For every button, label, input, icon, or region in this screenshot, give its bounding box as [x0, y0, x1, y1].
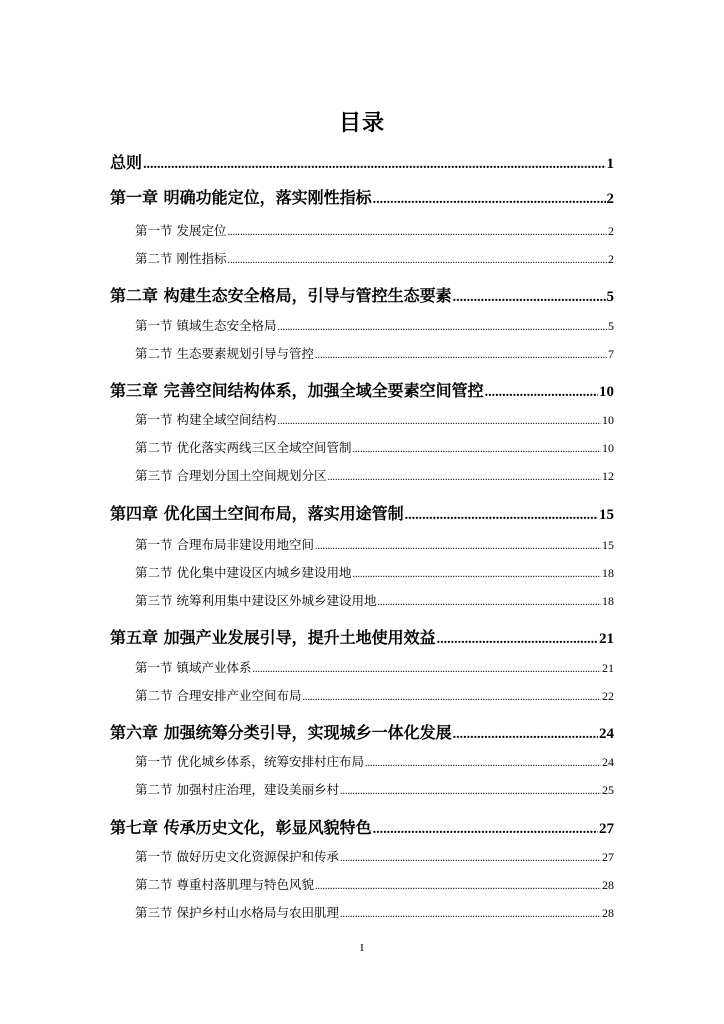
toc-entry-label: 第三节 保护乡村山水格局与农田肌理 — [135, 905, 339, 920]
toc-entry-label: 第四章 优化国土空间布局，落实用途管制 — [110, 504, 404, 523]
dot-leader — [327, 472, 601, 483]
toc-section-entry[interactable] — [135, 316, 614, 334]
toc-entry-label: 第二节 加强村庄治理，建设美丽乡村 — [135, 782, 339, 797]
dot-leader — [373, 822, 598, 838]
dot-leader — [315, 350, 607, 361]
dot-leader — [277, 416, 601, 427]
toc-entry-page-number: 1 — [606, 156, 614, 172]
toc-entry-page-number: 2 — [608, 252, 614, 266]
dot-leader — [252, 664, 601, 675]
toc-section-entry[interactable] — [135, 658, 614, 676]
toc-section-entry[interactable] — [135, 438, 614, 456]
toc-entry-page-number: 15 — [602, 538, 614, 552]
toc-entry-label: 第一节 优化城乡体系，统筹安排村庄布局 — [135, 754, 364, 769]
toc-entry-page-number: 12 — [602, 469, 614, 483]
toc-section-entry[interactable] — [135, 563, 614, 581]
toc-title: 目录 — [338, 111, 385, 136]
toc-chapter-entry[interactable] — [110, 501, 614, 524]
toc-entry-label: 第二节 生态要素规划引导与管控 — [135, 346, 314, 361]
page-number-footer: I — [360, 942, 364, 954]
toc-entry-label: 第二节 优化集中建设区内城乡建设用地 — [135, 565, 352, 580]
toc-entry-label: 第一节 发展定位 — [135, 223, 227, 238]
toc-section-entry[interactable] — [135, 535, 614, 553]
dot-leader — [453, 290, 606, 306]
toc-entry-page-number: 10 — [599, 384, 614, 400]
toc-entry-label: 第三节 统筹利用集中建设区外城乡建设用地 — [135, 593, 377, 608]
toc-entry-label: 第一节 做好历史文化资源保护和传承 — [135, 849, 339, 864]
toc-entry-label: 第二节 刚性指标 — [135, 251, 227, 266]
toc-entry-page-number: 2 — [606, 191, 614, 207]
dot-leader — [365, 758, 601, 769]
toc-chapter-entry[interactable] — [110, 625, 614, 648]
toc-chapter-entry[interactable] — [110, 150, 614, 173]
toc-entry-page-number: 18 — [602, 566, 614, 580]
toc-entry-page-number: 28 — [602, 906, 614, 920]
toc-section-entry[interactable] — [135, 221, 614, 239]
toc-entry-page-number: 15 — [599, 507, 614, 523]
dot-leader — [373, 192, 606, 208]
dot-leader — [352, 444, 601, 455]
toc-entry-label: 第一节 镇域产业体系 — [135, 660, 252, 675]
toc-entry-page-number: 10 — [602, 413, 614, 427]
toc-entry-label: 第五章 加强产业发展引导，提升土地使用效益 — [110, 628, 436, 647]
toc-section-entry[interactable] — [135, 410, 614, 428]
toc-entry-page-number: 28 — [602, 878, 614, 892]
toc-section-entry[interactable] — [135, 752, 614, 770]
toc-entry-label: 总则 — [110, 153, 143, 172]
toc-chapter-entry[interactable] — [110, 815, 614, 838]
toc-section-entry[interactable] — [135, 344, 614, 362]
dot-leader — [340, 853, 601, 864]
toc-section-entry[interactable] — [135, 875, 614, 893]
dot-leader — [352, 569, 601, 580]
toc-chapter-entry[interactable] — [110, 378, 614, 401]
toc-entry-page-number: 21 — [602, 661, 614, 675]
toc-section-entry[interactable] — [135, 686, 614, 704]
toc-entry-label: 第三章 完善空间结构体系，加强全域全要素空间管控 — [110, 381, 484, 400]
toc-entry-page-number: 24 — [599, 726, 614, 742]
toc-entry-label: 第六章 加强统筹分类引导，实现城乡一体化发展 — [110, 723, 452, 742]
dot-leader — [405, 508, 598, 524]
toc-entry-label: 第二节 尊重村落肌理与特色风貌 — [135, 877, 314, 892]
toc-entry-label: 第二章 构建生态安全格局，引导与管控生态要素 — [110, 286, 452, 305]
toc-entry-page-number: 22 — [602, 689, 614, 703]
toc-entry-page-number: 25 — [602, 783, 614, 797]
toc-entry-page-number: 10 — [602, 441, 614, 455]
dot-leader — [340, 786, 601, 797]
toc-section-entry[interactable] — [135, 847, 614, 865]
toc-section-entry[interactable] — [135, 903, 614, 921]
toc-entry-page-number: 7 — [608, 347, 614, 361]
dot-leader — [227, 227, 607, 238]
toc-entry-label: 第二节 优化落实两线三区全域空间管制 — [135, 440, 352, 455]
toc-entry-page-number: 5 — [608, 319, 614, 333]
toc-entry-page-number: 21 — [599, 631, 614, 647]
toc-entry-label: 第七章 传承历史文化，彰显风貌特色 — [110, 818, 372, 837]
dot-leader — [277, 322, 607, 333]
toc-section-entry[interactable] — [135, 466, 614, 484]
toc-chapter-entry[interactable] — [110, 720, 614, 743]
toc-entry-page-number: 18 — [602, 594, 614, 608]
toc-entry-label: 第三节 合理划分国土空间规划分区 — [135, 468, 327, 483]
dot-leader — [315, 881, 601, 892]
dot-leader — [227, 255, 607, 266]
toc-chapter-entry[interactable] — [110, 283, 614, 306]
toc-section-entry[interactable] — [135, 780, 614, 798]
dot-leader — [377, 597, 601, 608]
toc-entry-label: 第一节 镇域生态安全格局 — [135, 318, 277, 333]
toc-entry-label: 第一节 构建全域空间结构 — [135, 412, 277, 427]
toc-entry-page-number: 24 — [602, 755, 614, 769]
dot-leader — [453, 727, 598, 743]
toc-entry-label: 第一节 合理布局非建设用地空间 — [135, 537, 314, 552]
toc-entry-page-number: 27 — [602, 850, 614, 864]
toc-entry-page-number: 5 — [606, 289, 614, 305]
dot-leader — [340, 909, 601, 920]
toc-entry-label: 第一章 明确功能定位，落实刚性指标 — [110, 188, 372, 207]
toc-entry-page-number: 2 — [608, 224, 614, 238]
toc-section-entry[interactable] — [135, 249, 614, 267]
toc-entry-label: 第二节 合理安排产业空间布局 — [135, 688, 302, 703]
toc-section-entry[interactable] — [135, 591, 614, 609]
dot-leader — [143, 157, 605, 173]
dot-leader — [437, 632, 598, 648]
dot-leader — [315, 541, 601, 552]
dot-leader — [485, 385, 598, 401]
dot-leader — [302, 692, 601, 703]
toc-chapter-entry[interactable] — [110, 185, 614, 208]
toc-entry-page-number: 27 — [599, 821, 614, 837]
